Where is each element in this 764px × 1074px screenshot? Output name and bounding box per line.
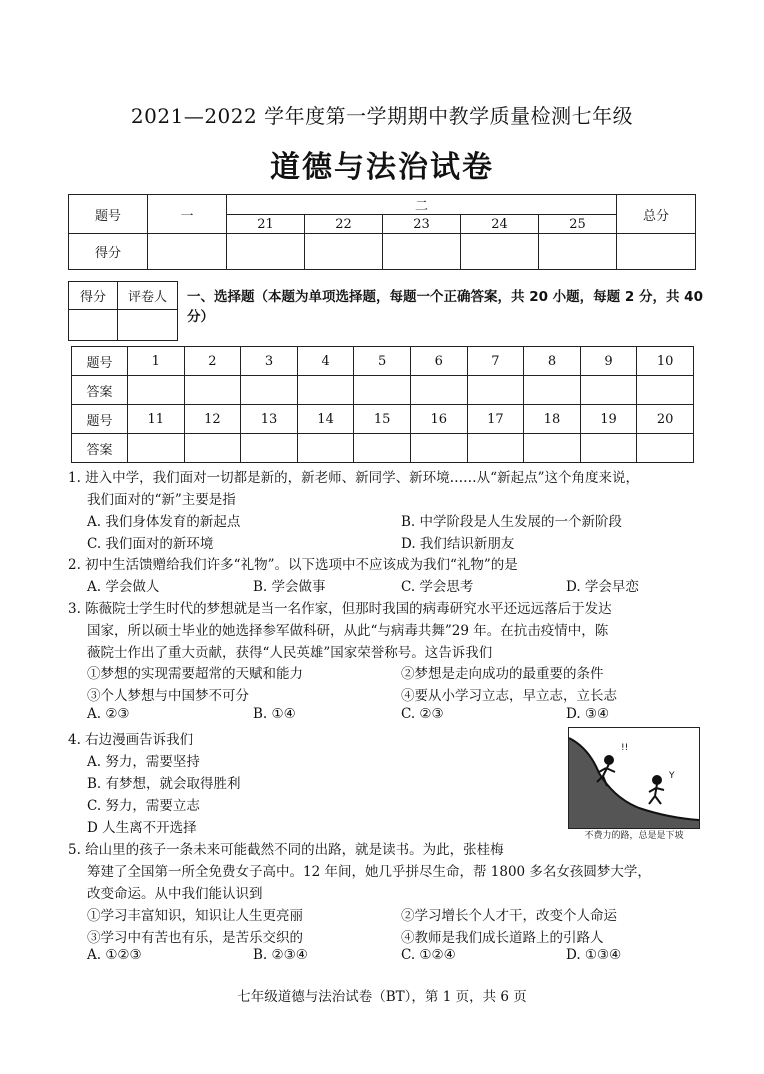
answer-cell-3[interactable] [241, 376, 298, 405]
answer-number-12: 12 [184, 405, 241, 434]
answer-cell-9[interactable] [580, 376, 637, 405]
answer-cell-17[interactable] [467, 434, 524, 463]
answer-number-20: 20 [637, 405, 694, 434]
answer-cell-16[interactable] [410, 434, 467, 463]
answer-cell-4[interactable] [297, 376, 354, 405]
answer-number-2: 2 [184, 347, 241, 376]
score-row-label-number: 题号 [69, 195, 148, 234]
answer-label-number: 题号 [72, 347, 128, 376]
answer-cell-1[interactable] [128, 376, 185, 405]
q4-option-c: C. 努力，需要立志 [87, 798, 200, 814]
page-footer: 七年级道德与法治试卷（BT），第 1 页，共 6 页 [237, 989, 527, 1005]
answer-number-11: 11 [128, 405, 185, 434]
answer-cell-10[interactable] [637, 376, 694, 405]
score-col-one: 一 [148, 195, 227, 234]
grader-score-label: 得分 [69, 282, 118, 310]
score-col-total: 总分 [617, 195, 696, 234]
q3-statement-1: ①梦想的实现需要超常的天赋和能力 [87, 666, 303, 682]
answer-cell-7[interactable] [467, 376, 524, 405]
answer-cell-2[interactable] [184, 376, 241, 405]
answer-cell-11[interactable] [128, 434, 185, 463]
svg-text:Y: Y [669, 771, 675, 781]
q1-stem-line1: 1. 进入中学，我们面对一切都是新的，新老师、新同学、新环境……从“新起点”这个角度来说， [68, 470, 639, 486]
grader-name-label: 评卷人 [118, 282, 178, 310]
q3-statement-3: ③个人梦想与中国梦不可分 [87, 688, 249, 704]
q1-stem-line2: 我们面对的“新”主要是指 [87, 492, 236, 508]
q5-statement-2: ②学习增长个人才干，改变个人命运 [401, 908, 617, 924]
score-col-23: 23 [383, 215, 461, 234]
score-col-24: 24 [461, 215, 539, 234]
q5-option-b: B. ②③④ [253, 947, 308, 963]
answer-number-18: 18 [524, 405, 581, 434]
q3-statement-2: ②梦想是走向成功的最重要的条件 [401, 666, 604, 682]
q4-stem: 4. 右边漫画告诉我们 [68, 732, 194, 748]
answer-table [71, 346, 694, 463]
answer-cell-18[interactable] [524, 434, 581, 463]
score-col-21: 21 [227, 215, 305, 234]
score-cell[interactable] [617, 234, 696, 270]
q5-option-a: A. ①②③ [87, 947, 142, 963]
answer-number-17: 17 [467, 405, 524, 434]
q3-statement-4: ④要从小学习立志，早立志，立长志 [401, 688, 617, 704]
answer-cell-15[interactable] [354, 434, 411, 463]
score-col-22: 22 [305, 215, 383, 234]
answer-number-9: 9 [580, 347, 637, 376]
answer-number-10: 10 [637, 347, 694, 376]
exam-title: 2021—2022 学年度第一学期期中教学质量检测七年级 [130, 104, 634, 128]
q2-stem: 2. 初中生活馈赠给我们许多“礼物”。以下选项中不应该成为我们“礼物”的是 [68, 557, 518, 573]
q5-stem-line2: 筹建了全国第一所全免费女子高中。12 年间，她几乎拼尽生命，帮 1800 多名女孩圆梦大学， [87, 864, 651, 880]
grader-box [68, 281, 178, 341]
q1-option-d: D. 我们结识新朋友 [401, 536, 515, 552]
q2-option-b: B. 学会做事 [253, 579, 326, 595]
cartoon-caption: 不费力的路，总是是下坡 [584, 831, 684, 841]
q5-option-d: D. ①③④ [566, 947, 622, 963]
q3-option-d: D. ③④ [566, 706, 610, 722]
q5-statement-1: ①学习丰富知识，知识让人生更亮丽 [87, 908, 303, 924]
score-cell[interactable] [305, 234, 383, 270]
answer-label-answer: 答案 [72, 434, 128, 463]
score-cell[interactable] [148, 234, 227, 270]
subject-title: 道德与法治试卷 [270, 150, 494, 185]
q3-option-b: B. ①④ [253, 706, 296, 722]
answer-number-15: 15 [354, 405, 411, 434]
answer-cell-5[interactable] [354, 376, 411, 405]
score-cell[interactable] [461, 234, 539, 270]
q5-option-c: C. ①②④ [401, 947, 456, 963]
answer-number-5: 5 [354, 347, 411, 376]
q5-statement-4: ④教师是我们成长道路上的引路人 [401, 930, 604, 946]
q5-statement-3: ③学习中有苦也有乐，是苦乐交织的 [87, 930, 303, 946]
answer-number-6: 6 [410, 347, 467, 376]
q1-option-b: B. 中学阶段是人生发展的一个新阶段 [401, 514, 623, 530]
q2-option-c: C. 学会思考 [401, 579, 474, 595]
answer-number-19: 19 [580, 405, 637, 434]
q3-stem-line1: 3. 陈薇院士学生时代的梦想就是当一名作家，但那时我国的病毒研究水平还远远落后于发达 [68, 601, 612, 617]
q4-option-d: D 人生离不开选择 [87, 820, 197, 836]
q5-stem-line1: 5. 给山里的孩子一条未来可能截然不同的出路，就是读书。为此，张桂梅 [68, 842, 504, 858]
q3-stem-line2: 国家，所以硕士毕业的她选择参军做科研，从此“与病毒共舞”29 年。在抗击疫情中，陈 [87, 623, 609, 639]
answer-number-4: 4 [297, 347, 354, 376]
q5-stem-line3: 改变命运。从中我们能认识到 [87, 886, 263, 902]
score-table [68, 194, 696, 270]
score-col-two: 二 [227, 195, 617, 215]
cartoon-drawing [569, 728, 699, 828]
answer-label-number: 题号 [72, 405, 128, 434]
grader-name-cell[interactable] [118, 310, 178, 341]
score-cell[interactable] [539, 234, 617, 270]
answer-cell-20[interactable] [637, 434, 694, 463]
answer-number-3: 3 [241, 347, 298, 376]
answer-cell-8[interactable] [524, 376, 581, 405]
section-heading: 一、选择题（本题为单项选择题，每题一个正确答案，共 20 小题，每题 2 分，共 40 分） [187, 289, 703, 325]
answer-label-answer: 答案 [72, 376, 128, 405]
answer-number-13: 13 [241, 405, 298, 434]
q3-stem-line3: 薇院士作出了重大贡献，获得“人民英雄”国家荣誉称号。这告诉我们 [87, 645, 493, 661]
answer-cell-12[interactable] [184, 434, 241, 463]
answer-cell-13[interactable] [241, 434, 298, 463]
q3-option-c: C. ②③ [401, 706, 444, 722]
score-row-label-score: 得分 [69, 234, 148, 270]
answer-number-16: 16 [410, 405, 467, 434]
score-cell[interactable] [383, 234, 461, 270]
svg-text:!!: !! [621, 743, 629, 753]
answer-number-7: 7 [467, 347, 524, 376]
q1-option-c: C. 我们面对的新环境 [87, 536, 214, 552]
answer-cell-6[interactable] [410, 376, 467, 405]
q3-option-a: A. ②③ [87, 706, 130, 722]
q2-option-a: A. 学会做人 [87, 579, 160, 595]
answer-cell-14[interactable] [297, 434, 354, 463]
score-cell[interactable] [227, 234, 305, 270]
answer-number-1: 1 [128, 347, 185, 376]
grader-score-cell[interactable] [69, 310, 118, 341]
q4-option-a: A. 努力，需要坚持 [87, 754, 200, 770]
score-col-25: 25 [539, 215, 617, 234]
q1-option-a: A. 我们身体发育的新起点 [87, 514, 241, 530]
q4-option-b: B. 有梦想，就会取得胜利 [87, 776, 241, 792]
answer-cell-19[interactable] [580, 434, 637, 463]
q2-option-d: D. 学会早恋 [566, 579, 639, 595]
answer-number-14: 14 [297, 405, 354, 434]
answer-number-8: 8 [524, 347, 581, 376]
cartoon-illustration [568, 727, 700, 829]
